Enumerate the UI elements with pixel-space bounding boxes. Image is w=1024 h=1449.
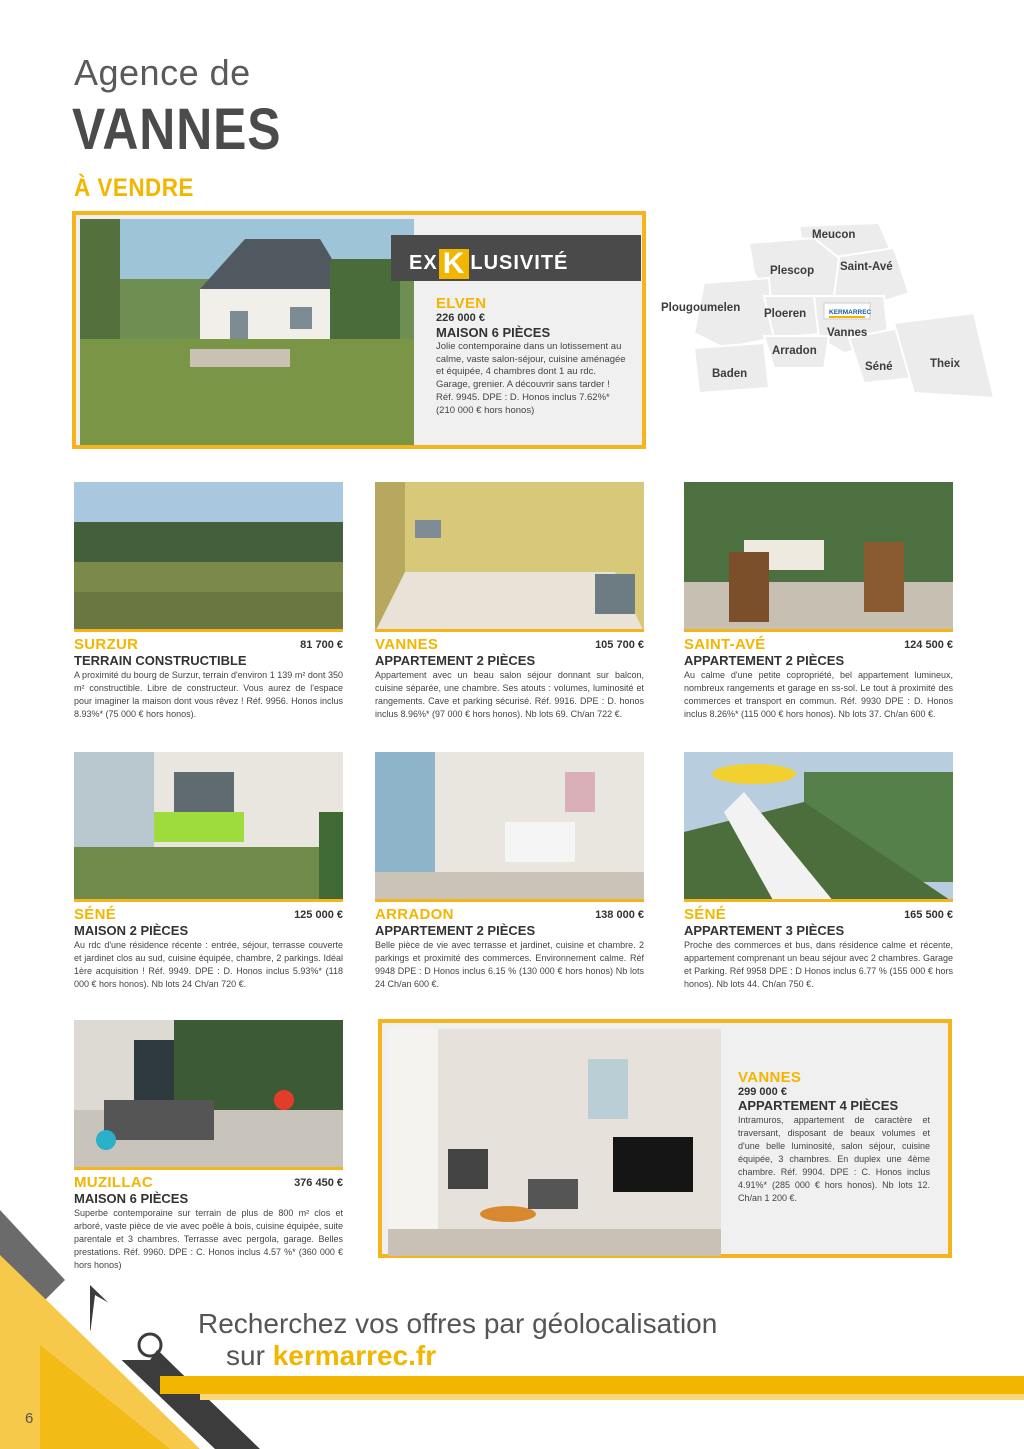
- listing-description: Belle pièce de vie avec terrasse et jardinet, cuisine et chambre. 2 parkings et proximité des commerces. Environnement calme. Réf 9948 DPE : D Honos inclus 6.15 % (130 000 € hors honos) Nb lots 24 Ch/an 600 €.: [375, 940, 644, 989]
- website-line: [226, 1340, 436, 1372]
- listing-type: APPARTEMENT 3 PIÈCES: [684, 923, 845, 938]
- map-town-plescop: Plescop: [770, 265, 815, 277]
- website-prefix: sur: [226, 1340, 265, 1371]
- agency-label: Agence de: [74, 52, 251, 93]
- listing-town: VANNES: [738, 1069, 802, 1086]
- listing-description: Au rdc d'une résidence récente : entrée, séjour, terrasse couverte et jardinet clos au sud, cuisine équipée, chambre, 2 parkings. Idéal 1ère acquisition ! Réf. 9949. DPE : D. Honos inclus 5.93%* (118 000 € hors honos). Nb lots 24 Ch/an 720 €.: [74, 940, 343, 989]
- footer-stripe: [160, 1376, 1024, 1394]
- featured-listing[interactable]: [72, 211, 646, 449]
- listing-town: ARRADON: [375, 906, 454, 923]
- listing-description: A proximité du bourg de Surzur, terrain d'environ 1 139 m² dont 350 m² constructible. Libre de constructeur. Vous aurez de l'espace pour imaginer la maison dont vous rêvez ! Réf. 9956. Honos inclus 8.93%* (75 000 € hors honos).: [74, 670, 343, 719]
- map-logo: KERMARREC: [829, 309, 872, 316]
- listing-type: APPARTEMENT 2 PIÈCES: [684, 653, 845, 668]
- listing-price: 125 000 €: [294, 909, 343, 921]
- map-town-meucon: Meucon: [812, 229, 856, 241]
- listing-town: SAINT-AVÉ: [684, 636, 766, 653]
- geolocation-tagline: Recherchez vos offres par géolocalisation: [198, 1308, 718, 1339]
- listing-price: 105 700 €: [595, 639, 644, 651]
- map-town-ploeren: Ploeren: [764, 308, 807, 320]
- listing-price: 138 000 €: [595, 909, 644, 921]
- listing-photo: [684, 482, 953, 632]
- listing-type: APPARTEMENT 2 PIÈCES: [375, 653, 536, 668]
- map-town-vannes: Vannes: [827, 327, 868, 339]
- page-number: 6: [25, 1410, 34, 1427]
- listing-card[interactable]: [375, 482, 644, 721]
- listing-description: Au calme d'une petite copropriété, bel appartement lumineux, nombreux rangements et garage en ss-sol. Le tout à proximité des commerces et transport en commun. Réf. 9930 DPE : D. Honos inclus 8.26%* (115 000 € hors honos). Nb lots 37. Ch/an 600 €.: [684, 670, 953, 719]
- section-title: À VENDRE: [74, 174, 194, 202]
- listing-description: Appartement avec un beau salon séjour donnant sur balcon, cuisine séparée, une chambre. Ses atouts : volumes, luminosité et rangements. Cave et parking sécurisé. Réf. 9916. DPE : D. honos inclus 8.96%* (97 000 € hors honos). Nb lots 69. Ch/an 722 €.: [375, 670, 644, 719]
- badge-text-post: LUSIVITÉ: [470, 252, 569, 274]
- listing-type: MAISON 6 PIÈCES: [436, 324, 551, 340]
- listing-photo: [375, 752, 644, 902]
- house-photo: [80, 219, 414, 445]
- listing-price: 376 450 €: [294, 1177, 343, 1189]
- badge-text-pre: EX: [409, 252, 438, 274]
- featured-listing-2[interactable]: [378, 1019, 952, 1258]
- map-town-saint-ave: Saint-Avé: [840, 261, 893, 273]
- listing-description: Superbe contemporaine sur terrain de plus de 800 m² clos et arboré, vaste pièce de vie avec poêle à bois, cuisine équipée, suite parentale et 3 chambres. Terrasse avec pergola, garage. Belles prestations. Réf. 9960. DPE : C. Honos inclus 4.57 %* (360 000 € hors honos): [74, 1208, 343, 1270]
- listing-town: SÉNÉ: [684, 906, 727, 923]
- listing-description: Proche des commerces et bus, dans résidence calme et récente, appartement comprenant un beau séjour avec 2 chambres. Garage et Parking. Réf 9958 DPE : D Honos inclus 6.77 % (155 000 € hors honos). Nb lots 44. Ch/an 750 €.: [684, 940, 953, 989]
- listing-card[interactable]: [74, 482, 343, 721]
- listing-town: SURZUR: [74, 636, 139, 653]
- listing-type: APPARTEMENT 2 PIÈCES: [375, 923, 536, 938]
- listing-description: Intramuros, appartement de caractère et traversant, disposant de beaux volumes et d'une belle luminosité, salon séjour, cuisine équipée, 3 chambres. En duplex une 4ème chambre. Réf. 9904. DPE : C. Honos inclus 4.91%* (285 000 € hors honos). Nb lots 12. Ch/an 1 200 €.: [738, 1115, 930, 1203]
- listing-card[interactable]: [684, 482, 953, 721]
- listing-price: 81 700 €: [300, 639, 343, 651]
- listing-type: TERRAIN CONSTRUCTIBLE: [74, 653, 247, 668]
- map-town-theix: Theix: [930, 358, 961, 370]
- listing-town: MUZILLAC: [74, 1174, 154, 1191]
- listing-card[interactable]: [375, 752, 644, 991]
- map-town-baden: Baden: [712, 368, 748, 380]
- exclusivite-badge: [391, 235, 641, 281]
- k-logo-icon: K: [439, 249, 470, 279]
- listing-price: 124 500 €: [904, 639, 953, 651]
- listing-card[interactable]: [74, 752, 343, 991]
- listing-photo: [74, 482, 343, 632]
- listing-price: 165 500 €: [904, 909, 953, 921]
- map-town-plougoumelen: Plougoumelen: [661, 302, 741, 314]
- listing-photo: [74, 752, 343, 902]
- map-town-sene: Séné: [865, 361, 893, 373]
- listing-description: Jolie contemporaine dans un lotissement au calme, vaste salon-séjour, cuisine aménagée et équipée, 4 chambres dont 1 au rdc. Garage, grenier. A découvrir sans tarder ! Réf. 9945. DPE : D. Honos inclus 7.62%* (210 000 € hors honos): [436, 340, 626, 416]
- website-link[interactable]: kermarrec.fr: [272, 1340, 437, 1371]
- listing-town: VANNES: [375, 636, 439, 653]
- listing-town: ELVEN: [436, 295, 487, 312]
- area-map: [654, 218, 1002, 418]
- listing-photo: [375, 482, 644, 632]
- listing-type: MAISON 2 PIÈCES: [74, 923, 189, 938]
- listing-card[interactable]: [74, 1020, 343, 1272]
- listing-card[interactable]: [684, 752, 953, 991]
- listing-photo: [74, 1020, 343, 1170]
- map-town-arradon: Arradon: [772, 345, 817, 357]
- listing-price: 299 000 €: [738, 1086, 787, 1098]
- listing-photo: [684, 752, 953, 902]
- footer-stripe-light: [200, 1394, 1024, 1400]
- listing-type: MAISON 6 PIÈCES: [74, 1191, 189, 1206]
- city-title: VANNES: [72, 97, 282, 162]
- listing-price: 226 000 €: [436, 312, 485, 324]
- listing-town: SÉNÉ: [74, 906, 117, 923]
- listing-photo: [388, 1029, 721, 1256]
- listing-type: APPARTEMENT 4 PIÈCES: [738, 1098, 899, 1113]
